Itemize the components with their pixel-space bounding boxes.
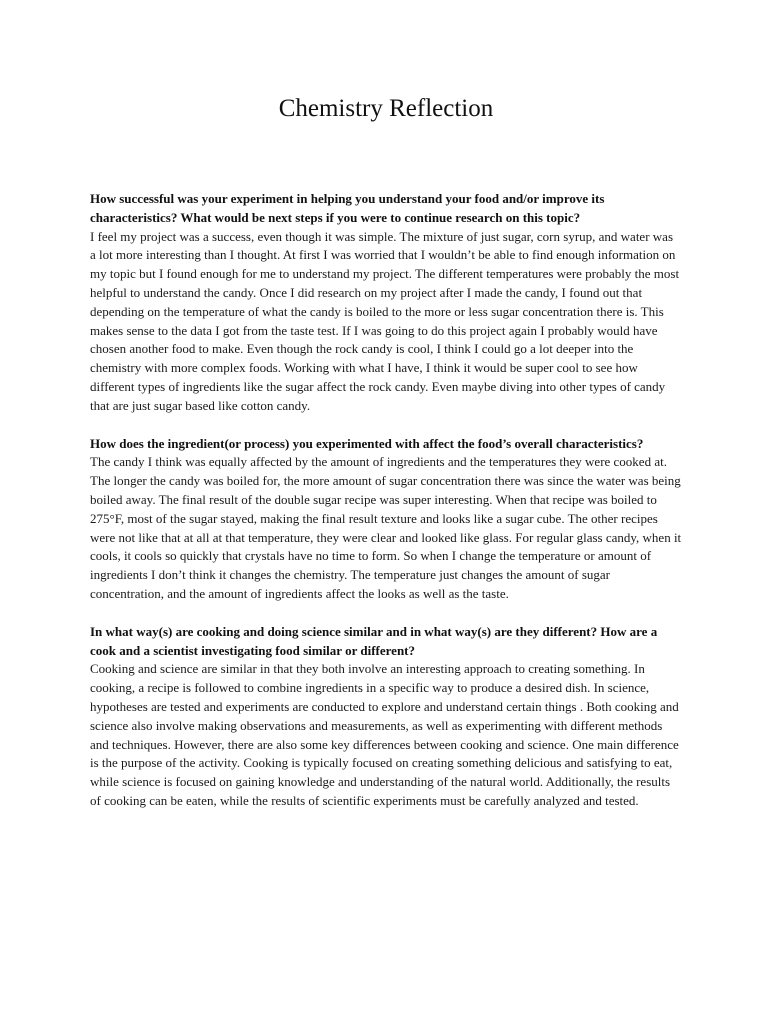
reflection-section-2 [90,435,682,604]
section-answer: Cooking and science are similar in that they both involve an interesting approach to creating something. In cooking, a recipe is followed to combine ingredients in a specific way to produce a desired dish. In science, hypotheses are tested and experiments are conducted to explore and understand certain things . Both cooking and science also involve making observations and measurements, as well as experimenting with different methods and techniques. However, there are also some key differences between cooking and science. One main difference is the purpose of the activity. Cooking is typically focused on creating something delicious and satisfying to eat, while science is focused on gaining knowledge and understanding of the natural world. Additionally, the results of cooking can be eaten, while the results of scientific experiments must be carefully analyzed and tested. [90,661,679,808]
section-question: How does the ingredient(or process) you experimented with affect the food’s overall characteristics? [90,435,644,451]
document-title: Chemistry Reflection [278,95,494,122]
reflection-section-3 [90,623,682,811]
section-answer: I feel my project was a success, even though it was simple. The mixture of just sugar, corn syrup, and water was a lot more interesting than I thought. At first I was worried that I wouldn’t be able to find enough information on my topic but I found enough for me to understand my project. The different temperatures were probably the most helpful to understand the candy. Once I did research on my project after I made the candy, I found out that depending on the temperature of what the candy is boiled to the more or less sugar concentration there is. This makes sense to the data I got from the taste test. If I was going to do this project again I probably would have chosen another food to make. Even though the rock candy is cool, I think I could go a lot deeper into the chemistry with more complex foods. Working with what I have, I think it would be super cool to see how different types of ingredients like the sugar affect the rock candy. Even maybe diving into other types of candy that are just sugar based like cotton candy. [90,228,680,413]
reflection-section-1 [90,190,682,416]
section-question: How successful was your experiment in helping you understand your food and/or improve its characteristics? What would be next steps if you were to continue research on this topic? [90,191,605,225]
section-question: In what way(s) are cooking and doing science similar and in what way(s) are they different? How are a cook and a scientist investigating food similar or different? [90,623,658,658]
section-answer: The candy I think was equally affected by the amount of ingredients and the temperatures they were cooked at. The longer the candy was boiled for, the more amount of sugar concentration there was since the water was being boiled away. The final result of the double sugar recipe was super interesting. When that recipe was boiled to 275°F, most of the sugar stayed, making the final result texture and looks like a sugar cube. The other recipes were not like that at all at that temperature, they were clear and looked like glass. For regular glass candy, when it cools, it cools so quickly that crystals have no time to form. So when I change the temperature or amount of ingredients I don’t think it changes the chemistry. The temperature just changes the amount of sugar concentration, and the amount of ingredients affect the looks as well as the taste. [90,454,682,601]
